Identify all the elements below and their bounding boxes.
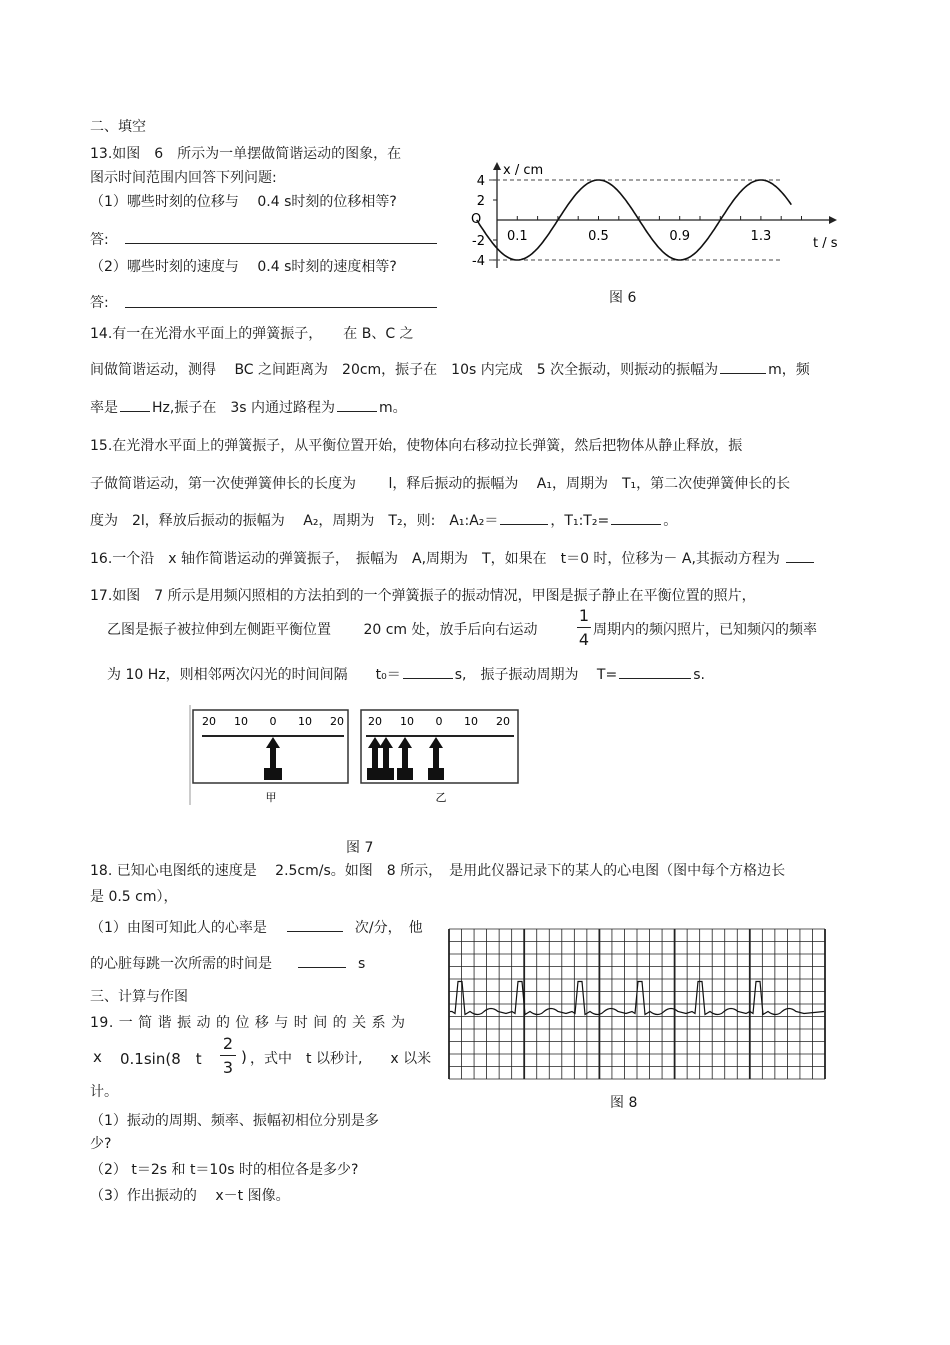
y-tick-label: -4: [472, 254, 485, 269]
figure-7-strobe-photo: [188, 705, 523, 805]
blank-amplitude-ratio: [500, 510, 548, 525]
q18-sub2: 的心脏每跳一次所需的时间是 s: [90, 953, 365, 973]
right-scale-label: 0: [435, 715, 443, 728]
q18-line2: 是 0.5 cm），: [90, 889, 178, 905]
q13-sub1: （1）哪些时刻的位移与 0.4 s时刻的位移相等?: [90, 194, 397, 210]
right-scale-label: 20: [368, 715, 382, 728]
q19-eq-end: ): [241, 1048, 247, 1066]
q13-sub2: （2）哪些时刻的速度与 0.4 s时刻的速度相等?: [90, 259, 397, 275]
left-scale-label: 20: [330, 715, 344, 728]
q19-sub1a: （1）振动的周期、频率、振幅初相位分别是多: [90, 1113, 379, 1129]
figure-7-caption: 图 7: [346, 840, 374, 856]
left-scale-label: 10: [234, 715, 248, 728]
q17-line2a: 乙图是振子被拉伸到左侧距平衡位置 20 cm 处，放手后向右运动: [107, 622, 538, 638]
q17-line3: 为 10 Hz，则相邻两次闪光的时间间隔 t₀＝ s, 振子振动周期为 T= s.: [107, 664, 705, 684]
y-axis-label: x / cm: [503, 163, 544, 178]
q13-line1: 13.如图 6 所示为一单摆做简谐运动的图象，在: [90, 146, 402, 162]
x-tick-label: 0.1: [506, 229, 528, 244]
left-scale-label: 20: [202, 715, 216, 728]
q19-sub3: （3）作出振动的 x－t 图像。: [90, 1188, 290, 1204]
blank-amplitude: [720, 359, 766, 374]
figure-8-ecg: [448, 928, 826, 1080]
q19-sub2: （2） t＝2s 和 t＝10s 时的相位各是多少?: [90, 1162, 359, 1178]
blank-flash-interval: [403, 664, 453, 679]
q19-eq-tail: ，式中 t 以秒计, x 以米: [250, 1051, 432, 1067]
left-scale-label: 10: [298, 715, 312, 728]
left-scale-label: 0: [269, 715, 277, 728]
y-tick-label: -2: [472, 234, 485, 249]
blank-period-ratio: [611, 510, 661, 525]
blank-path: [337, 397, 377, 412]
q13-answer2-line: [125, 307, 437, 308]
right-scale-label: 10: [400, 715, 414, 728]
q19-sub1b: 少?: [90, 1136, 112, 1152]
section-title-calculation: 三、计算与作图: [90, 989, 188, 1005]
x-tick-label: 0.9: [669, 229, 691, 244]
q15-line1: 15.在光滑水平面上的弹簧振子，从平衡位置开始，使物体向右移动拉长弹簧，然后把物体从静止释放，振: [90, 438, 743, 454]
origin-label: O: [471, 212, 482, 227]
q17-fraction: 1 4: [578, 606, 590, 649]
figure-6-chart: [455, 158, 850, 283]
blank-beat-time: [298, 953, 346, 968]
oscillator-at-equilibrium: [264, 737, 282, 780]
right-scale-label: 20: [496, 715, 510, 728]
strobe-images: [367, 737, 444, 780]
q13-answer1-label: 答:: [90, 232, 109, 248]
q19-line3: 计。: [90, 1084, 118, 1100]
y-axis-arrow: [493, 162, 501, 170]
q13-answer2-label: 答:: [90, 295, 109, 311]
figure-6-caption: 图 6: [609, 290, 637, 306]
q19-line1: 19. 一 简 谐 振 动 的 位 移 与 时 间 的 关 系 为: [90, 1015, 406, 1031]
blank-oscillation-period: [619, 664, 691, 679]
q14-line2: 间做简谐运动，测得 BC 之间距离为 20cm，振子在 10s 内完成 5 次全振动，则振动的振幅为 m，频: [90, 359, 810, 379]
right-scale-label: 10: [464, 715, 478, 728]
q13-answer1-line: [125, 243, 437, 244]
q17-line1: 17.如图 7 所示是用频闪照相的方法拍到的一个弹簧振子的振动情况，甲图是振子静止在平衡位置的照片，: [90, 588, 756, 604]
figure-8-caption: 图 8: [610, 1095, 638, 1111]
blank-frequency: [120, 397, 150, 412]
y-tick-label: 4: [476, 174, 485, 189]
label-yi: 乙: [435, 791, 447, 804]
q13-line2: 图示时间范围内回答下列问题:: [90, 170, 277, 186]
q15-line2: 子做简谐运动，第一次使弹簧伸长的长度为 l，释后振动的振幅为 A₁，周期为 T₁，第二次使弹簧伸长的长: [90, 476, 791, 492]
x-tick-label: 1.3: [750, 229, 772, 244]
x-tick-label: 0.5: [588, 229, 609, 244]
q18-sub1: （1）由图可知此人的心率是 次/分， 他: [90, 917, 423, 937]
q14-line1: 14.有一在光滑水平面上的弹簧振子， 在 B、C 之: [90, 326, 414, 342]
q17-line2b: 周期内的频闪照片，已知频闪的频率: [593, 622, 817, 638]
q15-line3: 度为 2l，释放后振动的振幅为 A₂，周期为 T₂，则: A₁:A₂＝ ，T₁:T₂= 。: [90, 510, 677, 530]
y-tick-label: 2: [476, 194, 485, 209]
section-title-fill-blank: 二、填空: [90, 119, 146, 135]
label-jia: 甲: [265, 791, 277, 804]
q16-line1: 16.一个沿 x 轴作简谐运动的弹簧振子， 振幅为 A,周期为 T，如果在 t＝0 时，位移为－ A,其振动方程为: [90, 548, 814, 568]
q19-eq-x: x: [93, 1048, 102, 1066]
x-axis-label: t / s: [813, 236, 838, 251]
x-axis-arrow: [829, 216, 837, 224]
q19-eq-mid: 0.1sin(8 t: [120, 1050, 202, 1068]
blank-heart-rate: [287, 917, 343, 932]
blank-equation: [786, 548, 814, 563]
q19-fraction: 2 3: [220, 1034, 236, 1077]
q14-line3: 率是 Hz,振子在 3s 内通过路程为 m。: [90, 397, 407, 417]
q18-line1: 18. 已知心电图纸的速度是 2.5cm/s。如图 8 所示， 是用此仪器记录下的某人的心电图（图中每个方格边长: [90, 863, 786, 879]
